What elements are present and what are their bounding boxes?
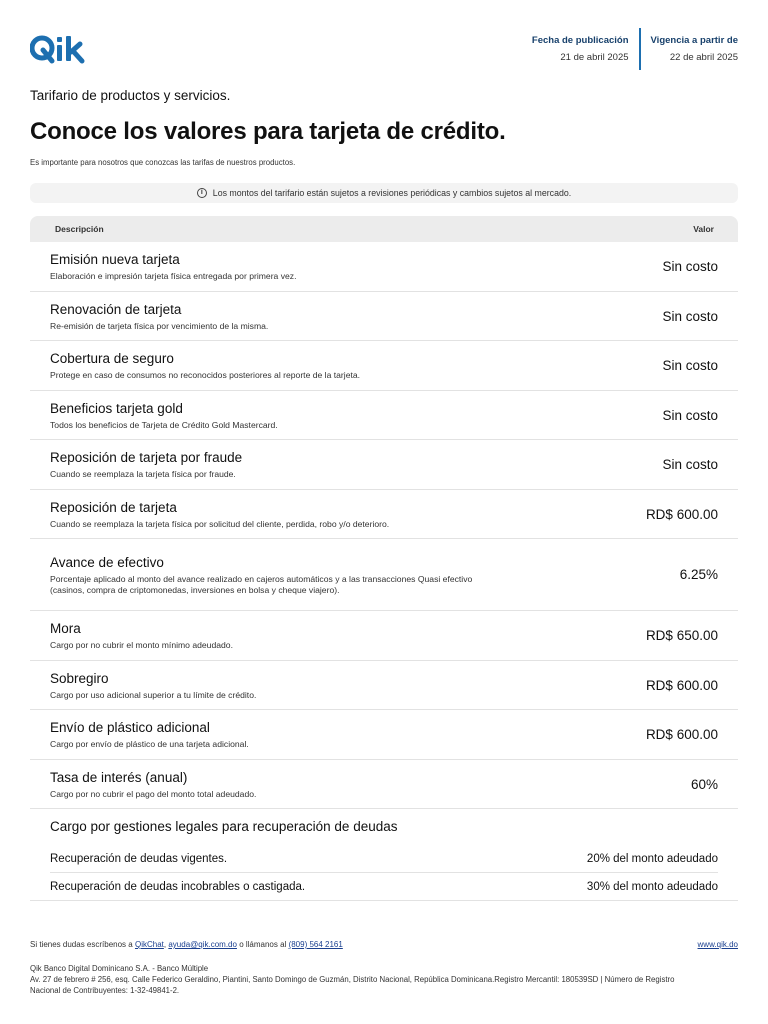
- row-description: Elaboración e impresión tarjeta física entregada por primera vez.: [50, 271, 297, 281]
- row-title: Mora: [50, 621, 81, 636]
- row-value: RD$ 600.00: [645, 727, 718, 742]
- contact-or-call: o llámanos al: [239, 940, 287, 949]
- row-description: Porcentaje aplicado al monto del avance realizado en cajeros automáticos y a las transacciones Quasi efectivo (casinos, compra de criptomonedas, inversiones en bolsa y cheque viajero).: [50, 573, 473, 595]
- contact-prefix: Si tienes dudas escríbenos a: [30, 940, 133, 949]
- table-header: [30, 216, 738, 242]
- row-description: Re-emisión de tarjeta física por vencimiento de la misma.: [50, 320, 269, 331]
- legal-fees-section: [30, 809, 738, 901]
- email-link[interactable]: ayuda@qik.com.do: [168, 940, 237, 949]
- row-description: Cuando se reemplaza la tarjeta física por solicitud del cliente, perdida, robo y/o deterioro.: [50, 518, 390, 529]
- row-title: Emisión nueva tarjeta: [50, 252, 180, 267]
- row-title: Reposición de tarjeta por fraude: [50, 450, 243, 465]
- info-icon: i: [197, 188, 207, 198]
- row-value: Sin costo: [662, 358, 718, 373]
- row-value: Sin costo: [662, 308, 718, 324]
- legal-entity-line: Qik Banco Digital Dominicano S.A. - Banco Múltiple: [30, 964, 209, 973]
- page-header: [30, 28, 738, 72]
- table-row: [30, 760, 738, 809]
- page-subtitle: Tarifario de productos y servicios.: [30, 88, 231, 103]
- notice-text: Los montos del tarifario están sujetos a revisiones periódicas y cambios sujetos al mercado.: [212, 188, 572, 198]
- legal-fee-row: [50, 846, 718, 873]
- row-value: RD$ 600.00: [645, 506, 718, 522]
- table-row: [30, 661, 738, 710]
- legal-fee-label: Recuperación de deudas vigentes.: [50, 853, 228, 865]
- legal-fee-value: 30% del monto adeudado: [586, 880, 718, 893]
- legal-fees-title: Cargo por gestiones legales para recuperación de deudas: [50, 819, 398, 834]
- valid-date-label: Vigencia a partir de: [650, 35, 738, 46]
- row-title: Avance de efectivo: [50, 554, 164, 570]
- row-description: Cargo por no cubrir el pago del monto total adeudado.: [50, 788, 257, 799]
- publication-dates: [532, 28, 738, 70]
- table-row: [30, 391, 738, 440]
- row-description: Cuando se reemplaza la tarjeta física por fraude.: [50, 469, 236, 479]
- intro-text: Es importante para nosotros que conozcas las tarifas de nuestros productos.: [30, 158, 296, 167]
- table-row: [30, 292, 738, 341]
- valid-date-block: [641, 28, 738, 70]
- column-header-description: Descripción: [55, 224, 104, 234]
- table-row: [30, 490, 738, 539]
- row-title: Cobertura de seguro: [50, 351, 174, 366]
- legal-fee-row: [50, 873, 718, 900]
- notice-banner: [30, 183, 738, 203]
- legal-fee-label: Recuperación de deudas incobrables o castigada.: [50, 880, 306, 893]
- row-title: Envío de plástico adicional: [50, 720, 210, 735]
- row-title: Reposición de tarjeta: [50, 499, 177, 515]
- valid-date-value: 22 de abril 2025: [669, 52, 738, 63]
- column-header-value: Valor: [693, 224, 714, 234]
- table-row: [30, 539, 738, 611]
- row-description: Protege en caso de consumos no reconocidos posteriores al reporte de la tarjeta.: [50, 370, 361, 380]
- table-row: [30, 710, 738, 760]
- fees-table: [30, 216, 738, 901]
- table-row: [30, 242, 738, 292]
- legal-fee-value: 20% del monto adeudado: [586, 853, 718, 865]
- row-description: Cargo por envío de plástico de una tarjeta adicional.: [50, 739, 249, 749]
- row-value: Sin costo: [662, 259, 718, 274]
- publication-date-label: Fecha de publicación: [531, 35, 629, 46]
- row-description: Cargo por no cubrir el monto mínimo adeudado.: [50, 640, 233, 650]
- table-row: [30, 611, 738, 661]
- row-description: Todos los beneficios de Tarjeta de Crédito Gold Mastercard.: [50, 419, 278, 430]
- row-value: RD$ 600.00: [645, 677, 718, 693]
- qik-logo: [30, 34, 92, 64]
- table-row: [30, 341, 738, 391]
- table-row: [30, 440, 738, 490]
- legal-address-line: Av. 27 de febrero # 256, esq. Calle Federico Geraldino, Piantini, Santo Domingo de Guzmán, Distrito Nacional, República Dominicana.Registro Mercantil: 180539SD | Número de Registro Nacional de Contribuyentes: 1-32-49841-2.: [30, 975, 675, 995]
- phone-link[interactable]: (809) 564 2161: [288, 940, 343, 949]
- footer-contact: [30, 940, 738, 949]
- row-title: Beneficios tarjeta gold: [50, 400, 183, 416]
- row-title: Tasa de interés (anual): [50, 769, 188, 785]
- row-description: Cargo por uso adicional superior a tu límite de crédito.: [50, 689, 257, 700]
- row-value: 6.25%: [679, 567, 718, 582]
- row-title: Renovación de tarjeta: [50, 301, 182, 317]
- contact-line: [30, 940, 343, 949]
- qikchat-link[interactable]: QikChat: [134, 940, 164, 949]
- page-title: Conoce los valores para tarjeta de crédito.: [30, 118, 506, 145]
- row-value: 60%: [690, 776, 718, 792]
- publication-date-block: [532, 28, 641, 70]
- publication-date-value: 21 de abril 2025: [560, 52, 629, 63]
- row-value: Sin costo: [662, 457, 718, 472]
- row-value: RD$ 650.00: [645, 628, 718, 643]
- contact-comma: ,: [163, 940, 167, 949]
- row-value: Sin costo: [662, 407, 718, 423]
- website-link[interactable]: www.qik.do: [697, 940, 738, 949]
- row-title: Sobregiro: [50, 670, 109, 686]
- footer-legal: [30, 963, 690, 996]
